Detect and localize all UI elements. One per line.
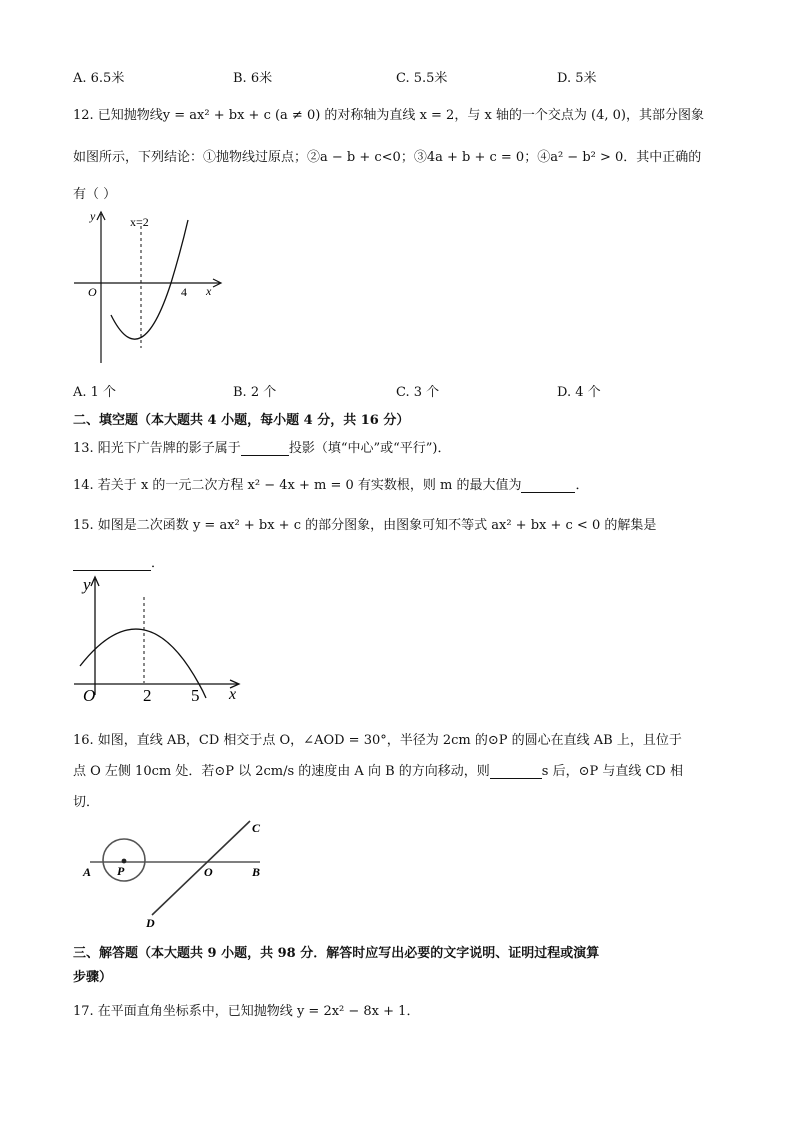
q16-label-d: D [146,916,155,930]
q16-line-2 [73,760,683,779]
q15-text-after: ． [151,556,165,571]
q16-label-o: O [204,865,213,879]
q16-label-p: P [117,864,125,878]
q15-y-label: y [83,575,91,594]
q12-line-3: 有（ ） [73,187,117,202]
q14-text-after: ． [575,478,589,493]
q16-figure [80,815,280,930]
q17-line-1: 17. 在平面直角坐标系中，已知抛物线 y = 2x² − 8x + 1． [73,1004,420,1019]
q12-line-1: 12. 已知抛物线y = ax² + bx + c (a ≠ 0) 的对称轴为直线 x = 2，与 x 轴的一个交点为 (4, 0)，其部分图象 [73,108,705,123]
section-3-heading-line-1: 三、解答题（本大题共 9 小题，共 98 分．解答时应写出必要的文字说明、证明过程或演算 [73,946,600,961]
q12-option-b: B. 2 个 [233,385,277,400]
q11-option-a: A. 6.5米 [73,71,125,86]
q15-origin-label: O [83,686,96,705]
q16-line-1: 16. 如图，直线 AB，CD 相交于点 O，∠AOD = 30°，半径为 2cm 的⊙P 的圆心在直线 AB 上，且位于 [73,733,682,748]
q16-text-before: 点 O 左侧 10cm 处．若⊙P 以 2cm/s 的速度由 A 向 B 的方向移动，则 [73,764,490,779]
q12-option-d: D. 4 个 [557,385,601,400]
q12-y-label: y [90,209,96,223]
q16-label-c: C [252,821,261,835]
q14-line [73,474,589,493]
q12-origin-label: O [88,285,97,299]
q16-label-a: A [83,865,92,879]
q11-option-d: D. 5米 [557,71,597,86]
q12-graph [70,208,230,368]
q16-center-p [122,859,127,864]
section-3-heading-line-2: 步骤） [73,970,113,985]
q15-sym-label: 2 [143,686,152,705]
q11-option-c: C. 5.5米 [396,71,448,86]
q16-label-b: B [252,865,261,879]
q14-text-before: 14. 若关于 x 的一元二次方程 x² − 4x + m = 0 有实数根，则 m 的最大值为 [73,478,522,493]
q16-text-after: s 后，⊙P 与直线 CD 相 [541,764,683,779]
q16-line-3: 切． [73,795,100,810]
q16-answer-blank[interactable] [490,764,542,779]
q12-sym-label: x=2 [130,215,149,229]
q14-answer-blank[interactable] [521,478,575,493]
q15-line-1: 15. 如图是二次函数 y = ax² + bx + c 的部分图象，由图象可知不等式 ax² + bx + c < 0 的解集是 [73,518,657,533]
q16-line-cd [152,821,250,915]
q12-option-c: C. 3 个 [396,385,440,400]
q12-option-a: A. 1 个 [73,385,117,400]
q15-x-label: x [229,686,237,703]
q12-x-label: x [206,284,212,298]
q11-option-b: B. 6米 [233,71,273,86]
q15-answer-blank[interactable] [73,556,151,571]
q12-line-2: 如图所示，下列结论：①抛物线过原点；②a − b + c<0；③4a + b + c = 0；④a² − b² > 0．其中正确的 [73,150,702,165]
q15-graph [70,573,250,708]
q12-parabola [111,220,188,339]
q15-root-label: 5 [191,686,200,705]
q13-text-after: 投影（填“中心”或“平行”)． [288,441,451,456]
q13-text-before: 13. 阳光下广告牌的影子属于 [73,441,241,456]
q13-answer-blank[interactable] [241,441,289,456]
q13-line [73,437,450,456]
q15-line-2 [73,552,164,571]
section-2-heading: 二、填空题（本大题共 4 小题，每小题 4 分，共 16 分） [73,413,410,428]
q12-root-label: 4 [181,285,187,299]
